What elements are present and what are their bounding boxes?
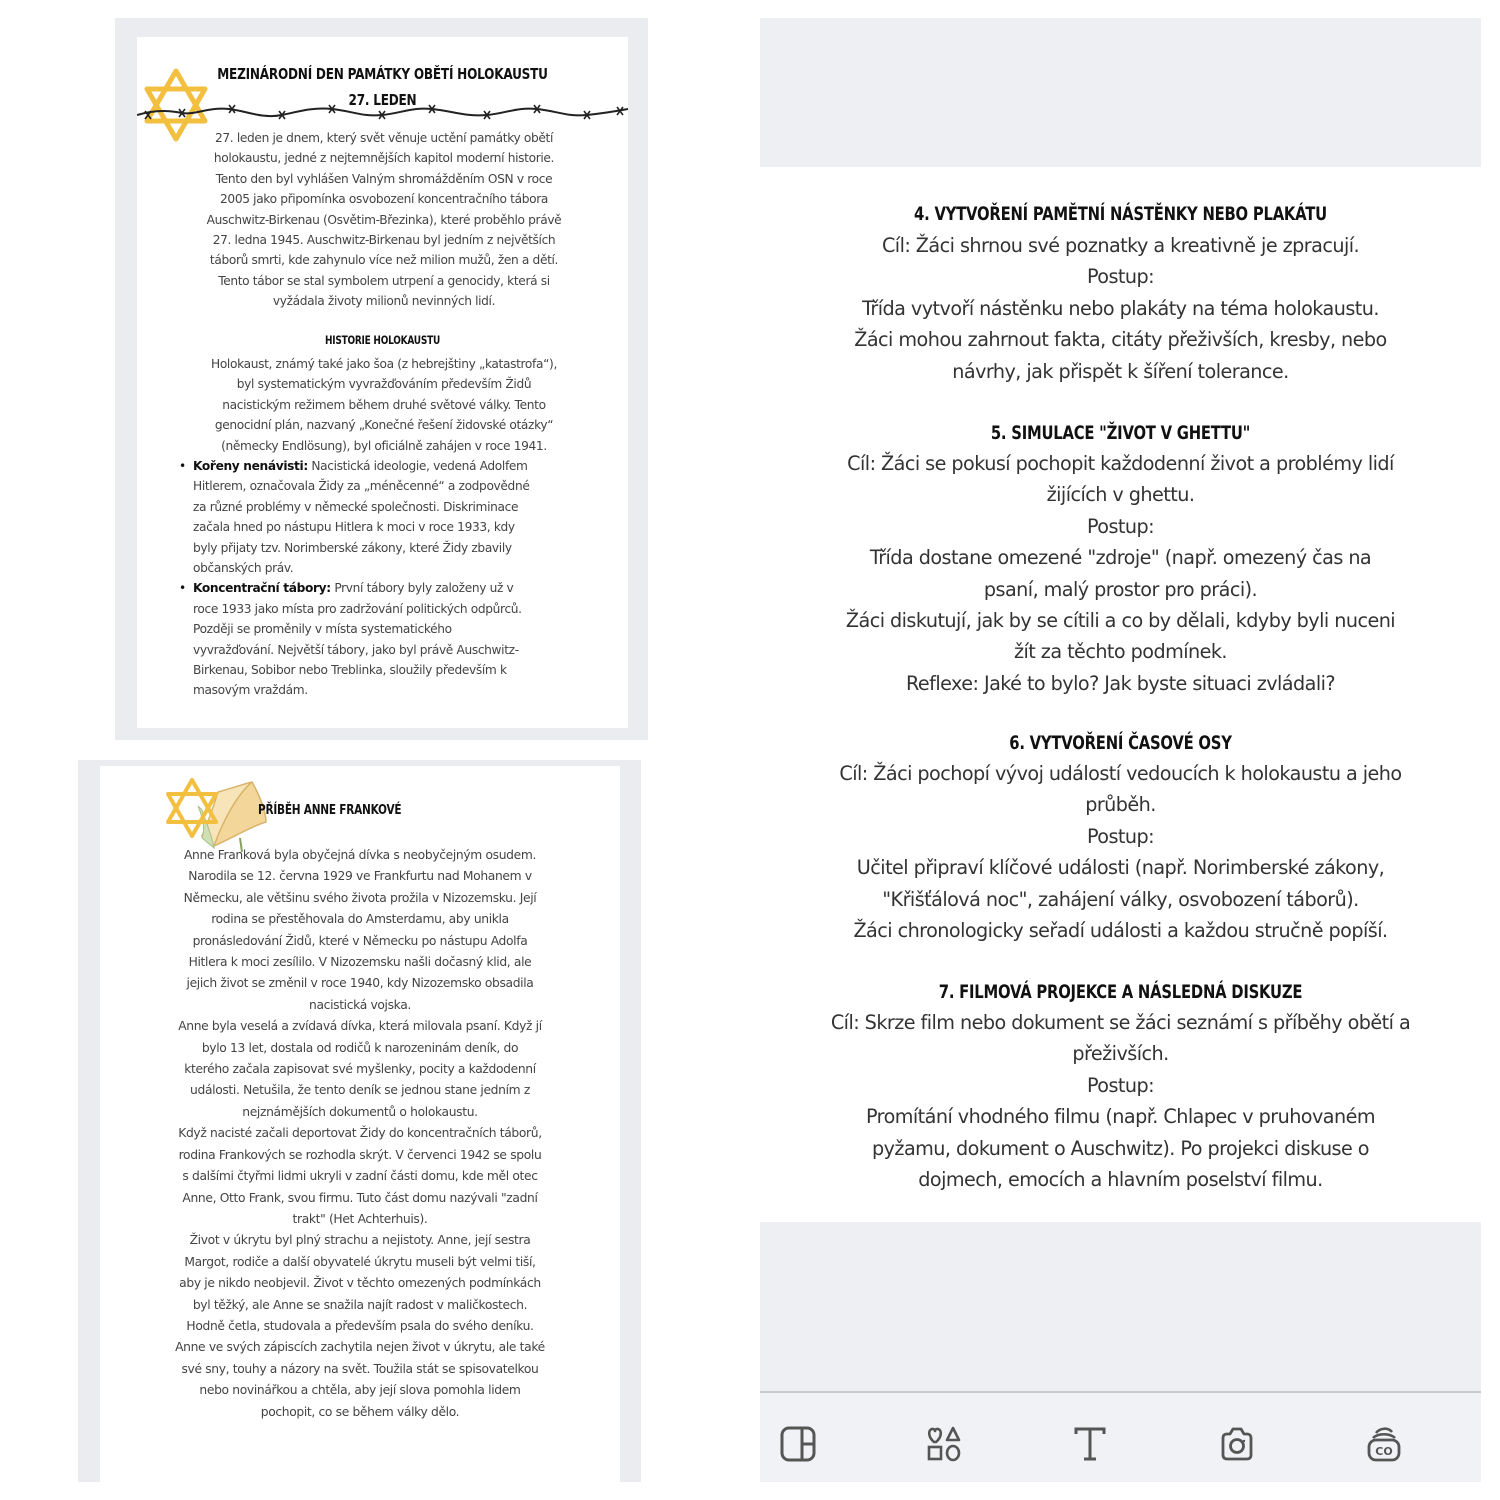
text-line: roce 1933 jako místa pro zadržování politických odpůrců. [193, 601, 522, 616]
text-line: Postup: [1086, 824, 1155, 848]
text-icon [1070, 1424, 1110, 1464]
text-line: bylo 13 let, dostala od rodičů k narozeninám deník, do [201, 1040, 519, 1055]
text-line: táborů smrti, kde zahynulo více než milion mužů, žen a dětí. [209, 253, 559, 268]
text-line: Hitlera k moci zesílilo. V Nizozemsku našli dočasný klid, ale [188, 955, 532, 970]
text-line: Hodně četla, studovala a především psala do svého deníku. [186, 1318, 534, 1333]
bullet-icon: • [179, 581, 186, 596]
canvas-background-bottom [760, 1222, 1481, 1392]
activity-title: 6. VYTVOŘENÍ ČASOVÉ OSY [1009, 732, 1232, 754]
text-line: žít za těchto podmínek. [1013, 640, 1227, 664]
text-line: vyžádala životy milionů nevinných lidí. [272, 294, 496, 309]
layout-icon [778, 1424, 818, 1464]
text-line: byl těžký, ale Anne se snažila najít radost v maličkostech. [192, 1297, 528, 1312]
text-line: (německy Endlösung), byl oficiálně zahájen v roce 1941. [221, 438, 547, 453]
text-line: Postup: [1086, 265, 1155, 289]
text-line: pyžamu, dokument o Auschwitz). Po projekci diskuse o [872, 1136, 1369, 1160]
text-line: rodina se přestěhovala do Amsterdamu, aby unikla [211, 912, 509, 927]
bullet-item [177, 456, 597, 578]
document-page-3[interactable] [760, 167, 1481, 1222]
text-line: nejznámějších dokumentů o holokaustu. [242, 1104, 478, 1119]
text-line: 27. ledna 1945. Auschwitz-Birkenau byl jedním z největších [212, 233, 556, 248]
text-line: genocidní plán, nazvaný „Konečné řešení židovské otázky“ [214, 418, 554, 433]
text-line: Třída vytvoří nástěnku nebo plakáty na téma holokaustu. [862, 296, 1379, 320]
text-line: za různé problémy v německé společnosti. Diskriminace [193, 499, 519, 514]
text-line: Anne, Otto Frank, svou firmu. Tuto část domu nazývali "zadní [182, 1190, 538, 1205]
text-line: žijících v ghettu. [1046, 483, 1195, 507]
text-line: První tábory byly založeny už v [330, 581, 514, 596]
text-line: Postup: [1086, 514, 1155, 538]
activity-body [780, 230, 1461, 387]
text-line: Postup: [1086, 1073, 1155, 1097]
text-line: masovým vraždám. [193, 683, 308, 698]
text-line: Žáci diskutují, jak by se cítili a co by dělali, kdyby byli nuceni [845, 609, 1396, 633]
bullet-icon: • [179, 459, 186, 473]
text-line: kterého začala zapisovat své myšlenky, pocity a každodenní [184, 1062, 536, 1077]
text-line: průběh. [1085, 793, 1156, 817]
anne-frank-story [122, 845, 598, 1423]
activity-title: 5. SIMULACE "ŽIVOT V GHETTU" [990, 422, 1251, 444]
text-button[interactable] [1069, 1423, 1111, 1465]
text-line: Cíl: Žáci shrnou své poznatky a kreativně je zpracují. [881, 234, 1360, 257]
text-line: Holokaust, známý také jako šoa (z hebrejštiny „katastrofa“), [211, 357, 557, 371]
text-line: Později se proměnily v místa systematického [193, 622, 452, 637]
barbed-wire-divider [137, 101, 628, 127]
text-line: vyvražďování. Největší tábory, jako byl právě Auschwitz- [193, 642, 519, 657]
text-line: Když nacisté začali deportovat Židy do koncentračních táborů, [178, 1126, 542, 1141]
activity-body [780, 758, 1461, 946]
text-line: Tento den byl vyhlášen Valným shromážděním OSN v roce [215, 171, 553, 186]
text-line: psaní, malý prostor pro práci). [983, 577, 1258, 601]
text-line: přeživších. [1072, 1042, 1169, 1066]
text-line: Margot, rodiče a další obyvatelé úkrytu museli být velmi tiší, [184, 1254, 536, 1269]
text-line: Třída dostane omezené "zdroje" (např. omezený čas na [869, 546, 1372, 570]
text-line: návrhy, jak přispět k šíření tolerance. [952, 359, 1289, 383]
history-paragraph [159, 354, 609, 456]
text-line: Hitlerem, označovala Židy za „méněcenné“ a zodpovědné [193, 479, 530, 494]
text-line: pronásledování Židů, které v Německu po nástupu Adolfa [192, 933, 528, 948]
text-line: "Křišťálová noc", zahájení války, osvobození táborů). [882, 887, 1359, 911]
brand-kit-button[interactable] [1363, 1423, 1405, 1465]
text-line: Tento tábor se stal symbolem utrpení a genocidy, která si [218, 273, 550, 288]
text-line: jejich život se změnil v roce 1940, kdy Nizozemsko obsadila [186, 976, 534, 991]
activity-title: 4. VYTVOŘENÍ PAMĚTNÍ NÁSTĚNKY NEBO PLAKÁTU [914, 203, 1327, 225]
intro-paragraph [159, 128, 609, 312]
text-line: 27. leden je dnem, který svět věnuje uctění památky obětí [215, 131, 553, 145]
elements-button[interactable] [923, 1423, 965, 1465]
text-line: Anne Franková byla obyčejná dívka s neobyčejným osudem. [183, 848, 537, 862]
bullet-list [177, 456, 597, 701]
brand-kit-icon [1364, 1424, 1404, 1464]
text-line: Nacistická ideologie, vedená Adolfem [307, 459, 528, 473]
text-line: dojmech, emocích a hlavním poselství filmu. [918, 1168, 1323, 1192]
bottom-toolbar [760, 1393, 1481, 1482]
text-line: Anne ve svých zápiscích zachytila nejen život v úkrytu, ale také [175, 1340, 545, 1355]
camera-icon [1217, 1424, 1257, 1464]
document-page-1[interactable] [137, 37, 628, 728]
text-line: holokaustu, jedné z nejtemnějších kapitol moderní historie. [213, 151, 555, 166]
page-title-line-1: MEZINÁRODNÍ DEN PAMÁTKY OBĚTÍ HOLOKAUSTU [217, 65, 548, 83]
activity-body [780, 1007, 1461, 1195]
text-line: začala hned po nástupu Hitlera k moci v roce 1933, kdy [193, 520, 515, 535]
text-line: Německu, ale většinu svého života prožila v Nizozemsku. Její [183, 890, 537, 905]
text-line: Žáci mohou zahrnout fakta, citáty přeživších, kresby, nebo [854, 328, 1387, 352]
text-line: Birkenau, Sobibor nebo Treblinka, sloužily především k [193, 663, 507, 678]
text-line: 2005 jako připomínka osvobození koncentračního tábora [220, 192, 548, 207]
bullet-item [177, 578, 597, 700]
section-heading: HISTORIE HOLOKAUSTU [324, 333, 441, 347]
activity-body [780, 448, 1461, 699]
text-line: byly přijaty tzv. Norimberské zákony, které Židy zbavily [193, 540, 512, 555]
text-line: trakt" (Het Achterhuis). [292, 1211, 428, 1226]
camera-button[interactable] [1216, 1423, 1258, 1465]
text-line: s dalšími čtyřmi lidmi ukryli v zadní části domu, kde měl otec [182, 1169, 538, 1184]
text-line: Auschwitz-Birkenau (Osvětim-Březinka), které proběhlo právě [206, 212, 562, 227]
text-line: Život v úkrytu byl plný strachu a nejistoty. Anne, její sestra [189, 1233, 531, 1248]
text-line: své sny, touhy a názory na svět. Toužila stát se spisovatelkou [181, 1361, 539, 1376]
bullet-label: Kořeny nenávisti: [193, 459, 308, 473]
section-heading: PŘÍBĚH ANNE FRANKOVÉ [258, 802, 402, 818]
elements-icon [924, 1424, 964, 1464]
text-line: pochopit, co se během války dělo. [260, 1404, 460, 1419]
text-line: Promítání vhodného filmu (např. Chlapec v pruhovaném [865, 1105, 1376, 1129]
bullet-label: Koncentrační tábory: [193, 581, 331, 596]
text-line: události. Netušila, že tento deník se jednou stane jedním z [190, 1083, 530, 1098]
text-line: Cíl: Skrze film nebo dokument se žáci seznámí s příběhy obětí a [830, 1011, 1411, 1034]
star-and-book-icon [162, 776, 272, 852]
text-line: rodina Frankových se rozhodla skrýt. V červenci 1942 se spolu [178, 1147, 542, 1162]
activity-title: 7. FILMOVÁ PROJEKCE A NÁSLEDNÁ DISKUZE [938, 981, 1303, 1003]
text-line: Cíl: Žáci pochopí vývoj událostí vedoucích k holokaustu a jeho [839, 762, 1402, 785]
text-line: nacistická vojska. [309, 997, 411, 1012]
text-line: aby je nikdo neobjevil. Život v těchto omezených podmínkách [179, 1276, 541, 1291]
text-line: byl systematickým vyvražďováním především Židů [236, 377, 532, 392]
layout-button[interactable] [777, 1423, 819, 1465]
brand-kit-label: CO [1375, 1445, 1393, 1458]
document-page-2[interactable] [100, 766, 620, 1482]
canvas-background-top [760, 18, 1481, 167]
text-line: Reflexe: Jaké to bylo? Jak byste situaci zvládali? [905, 671, 1336, 695]
text-line: Narodila se 12. června 1929 ve Frankfurtu nad Mohanem v [188, 869, 532, 884]
page-title-line-2: 27. LEDEN [348, 91, 417, 109]
text-line: Žáci chronologicky seřadí události a každou stručně popíší. [853, 919, 1388, 943]
text-line: občanských práv. [193, 561, 294, 576]
text-line: nacistickým režimem během druhé světové války. Tento [222, 397, 546, 412]
text-line: nebo novinářkou a chtěla, aby její slova pomohla lidem [199, 1383, 521, 1398]
text-line: Cíl: Žáci se pokusí pochopit každodenní život a problémy lidí [847, 452, 1394, 475]
text-line: Anne byla veselá a zvídavá dívka, která milovala psaní. Když jí [178, 1019, 542, 1034]
text-line: Učitel připraví klíčové události (např. Norimberské zákony, [856, 856, 1385, 880]
